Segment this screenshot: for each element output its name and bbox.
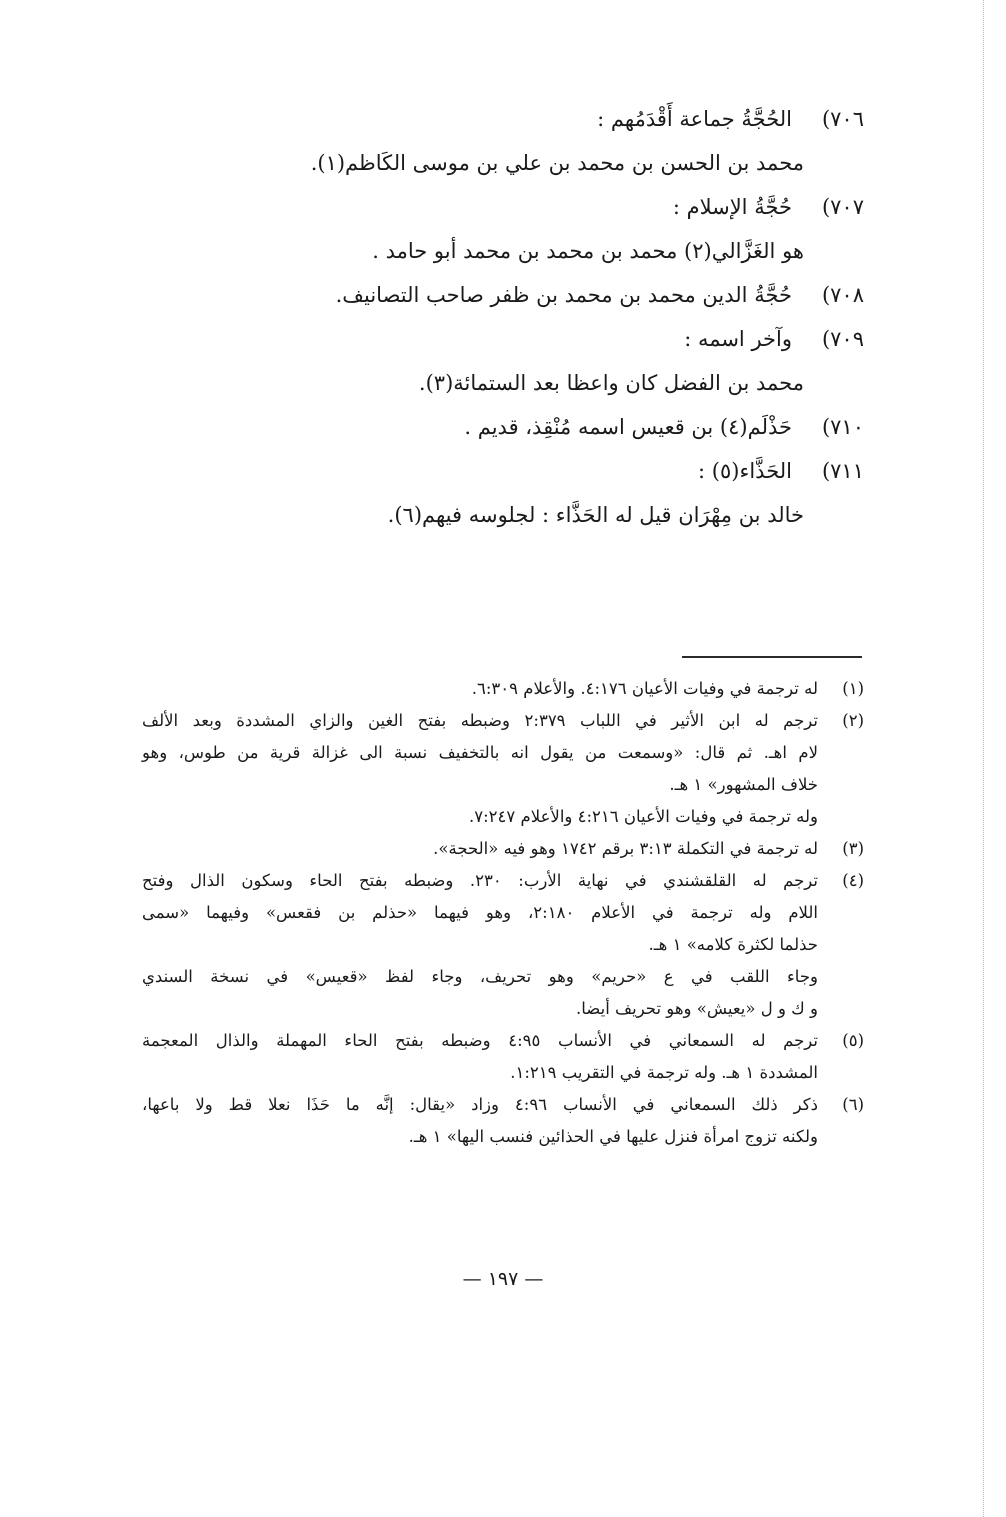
footnote-line: وجاء اللقب في ع «حريم» وهو تحريف، وجاء لفظ «قعيس» في نسخة السندي <box>142 967 818 986</box>
footnote-number: (٣) <box>842 839 864 858</box>
footnote-number: (٦) <box>842 1095 864 1114</box>
entry-709 <box>144 324 864 368</box>
entry-710 <box>144 412 864 456</box>
footnote-number: (١) <box>842 679 864 698</box>
footnote-line: اللام وله ترجمة في الأعلام ٢:١٨٠، وهو فيهما «حذلم بن فقعس» وفيهما «سمى <box>142 903 818 922</box>
entry-number: ٧٠٨) <box>821 283 864 307</box>
footnote-line: لام اهـ. ثم قال: «وسمعت من يقول انه بالتخفيف نسبة الى غزالة قرية من طوس، وهو <box>142 743 818 762</box>
entry-708 <box>144 280 864 324</box>
footnote-line: ترجم له السمعاني في الأنساب ٤:٩٥ وضبطه بفتح الحاء المهملة والذال المعجمة <box>142 1031 818 1050</box>
entry-number: ٧٠٧) <box>821 195 864 219</box>
entry-711 <box>144 456 864 500</box>
entry-number: ٧١٠) <box>821 415 864 439</box>
footnote-line: خلاف المشهور» ١ هـ. <box>669 775 818 794</box>
footnote-5 <box>142 1025 864 1089</box>
entry-text: حَذْلَم(٤) بن قعيس اسمه مُنْقِذ، قديم . <box>464 415 792 439</box>
footnote-2 <box>142 705 864 833</box>
main-text <box>144 104 864 544</box>
footnote-line: له ترجمة في التكملة ٣:١٣ برقم ١٧٤٢ وهو فيه «الحجة». <box>433 839 818 858</box>
entry-number: ٧٠٩) <box>821 327 864 351</box>
footnote-number: (٤) <box>842 871 864 890</box>
footnote-separator <box>682 656 862 658</box>
footnote-line: ترجم له القلقشندي في نهاية الأرب: ٢٣٠. وضبطه بفتح الحاء وسكون الذال وفتح <box>142 871 819 890</box>
entry-709-detail: محمد بن الفضل كان واعظا بعد الستمائة(٣). <box>418 371 804 395</box>
footnote-line: المشددة ١ هـ. وله ترجمة في التقريب ١:٢١٩. <box>510 1063 818 1082</box>
entry-707 <box>144 192 864 236</box>
entry-706 <box>144 104 864 148</box>
footnote-3 <box>142 833 864 865</box>
entry-707-detail: هو الغَزَّالي(٢) محمد بن محمد بن محمد أبو حامد . <box>372 239 804 263</box>
footnote-line: وله ترجمة في وفيات الأعيان ٤:٢١٦ والأعلام ٧:٢٤٧. <box>469 807 818 826</box>
entry-text: وآخر اسمه : <box>684 327 792 351</box>
entry-number: ٧١١) <box>821 459 864 483</box>
entry-number: ٧٠٦) <box>821 107 864 131</box>
footnote-line: ولكنه تزوج امرأة فنزل عليها في الحذائين فنسب اليها» ١ هـ. <box>408 1127 818 1146</box>
footnote-6 <box>142 1089 864 1153</box>
footnote-1 <box>142 673 864 705</box>
entry-706-detail: محمد بن الحسن بن محمد بن علي بن موسى الكَاظم(١). <box>310 151 804 175</box>
entry-text: حُجَّةُ الدين محمد بن محمد بن ظفر صاحب التصانيف. <box>335 283 792 307</box>
footnotes <box>142 673 864 1153</box>
entry-text: الحُجَّةُ جماعة أَقْدَمُهم : <box>597 107 792 131</box>
footnote-4 <box>142 865 864 1025</box>
footnote-line: ذكر ذلك السمعاني في الأنساب ٤:٩٦ وزاد «يقال: إنَّه ما حَذَا نعلا قط ولا باعها، <box>142 1095 818 1114</box>
footnote-line: و ك و ل «يعيش» وهو تحريف أيضا. <box>576 999 818 1018</box>
footnote-number: (٥) <box>842 1031 864 1050</box>
footnote-number: (٢) <box>842 711 864 730</box>
page-number: — ١٩٧ — <box>462 1268 544 1290</box>
entry-711-detail: خالد بن مِهْرَان قيل له الحَذَّاء : لجلوسه فيهم(٦). <box>387 503 804 527</box>
entry-text: حُجَّةُ الإسلام : <box>672 195 792 219</box>
footnote-line: ترجم له ابن الأثير في اللباب ٢:٣٧٩ وضبطه بفتح الغين والزاي المشددة وبعد الألف <box>142 711 818 730</box>
entry-text: الحَذَّاء(٥) : <box>698 459 792 483</box>
footnote-line: له ترجمة في وفيات الأعيان ٤:١٧٦. والأعلام ٦:٣٠٩. <box>471 679 818 698</box>
footnote-line: حذلما لكثرة كلامه» ١ هـ. <box>648 935 818 954</box>
